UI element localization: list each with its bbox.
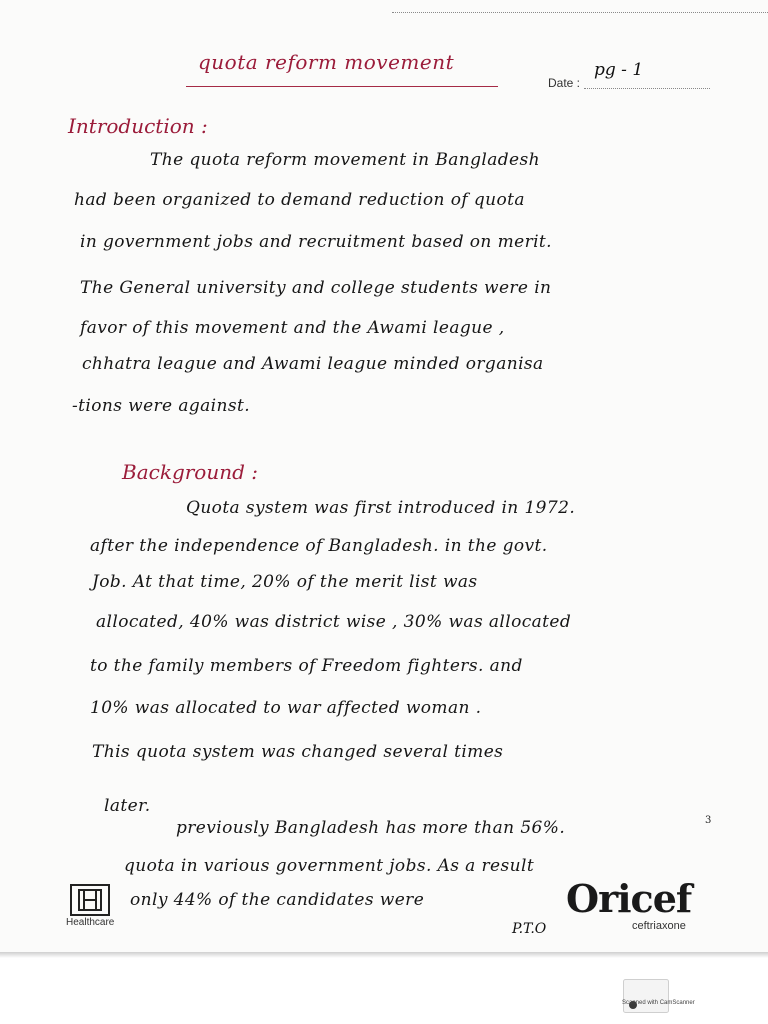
background-line: quota in various government jobs. As a result <box>124 856 535 876</box>
brand-subtitle: ceftriaxone <box>632 920 686 932</box>
intro-line: had been organized to demand reduction of quota <box>74 190 525 210</box>
intro-line: chhatra league and Awami league minded organisa <box>82 354 544 374</box>
superscript-note: 3 <box>705 815 712 826</box>
background-line: This quota system was changed several times <box>92 742 504 762</box>
page-edge-shadow <box>0 952 768 958</box>
healthcare-logo-icon <box>70 884 110 916</box>
brand-name: Oricef <box>566 876 692 921</box>
background-line: Job. At that time, 20% of the merit list was <box>92 572 478 592</box>
background-line: previously Bangladesh has more than 56%. <box>176 818 566 838</box>
background-heading: Background : <box>122 460 259 484</box>
intro-line: in government jobs and recruitment based on merit. <box>80 232 552 252</box>
scanner-badge-icon <box>623 979 669 1013</box>
healthcare-label: Healthcare <box>66 917 115 928</box>
background-line: Quota system was first introduced in 1972. <box>186 498 576 518</box>
background-line: later. <box>104 796 151 816</box>
introduction-heading: Introduction : <box>68 114 208 138</box>
intro-line: The General university and college students were in <box>80 278 552 298</box>
intro-line: -tions were against. <box>72 396 251 416</box>
background-line: only 44% of the candidates were <box>130 890 425 910</box>
intro-line: favor of this movement and the Awami league , <box>80 318 505 338</box>
top-dotted-rule <box>392 12 768 13</box>
background-line: allocated, 40% was district wise , 30% was allocated <box>96 612 572 632</box>
date-dotted-line <box>584 88 710 89</box>
pto-note: P.T.O <box>512 921 547 937</box>
page-title: quota reform movement <box>198 50 455 74</box>
page-number: pg - 1 <box>594 60 644 80</box>
background-line: after the independence of Bangladesh. in the govt. <box>90 536 548 556</box>
background-line: 10% was allocated to war affected woman . <box>90 698 482 718</box>
date-label: Date : <box>548 76 581 90</box>
scanner-label: Scanned with CamScanner <box>622 1000 695 1006</box>
background-line: to the family members of Freedom fighters. and <box>90 656 523 676</box>
title-underline <box>186 86 498 87</box>
intro-line: The quota reform movement in Bangladesh <box>150 150 540 170</box>
